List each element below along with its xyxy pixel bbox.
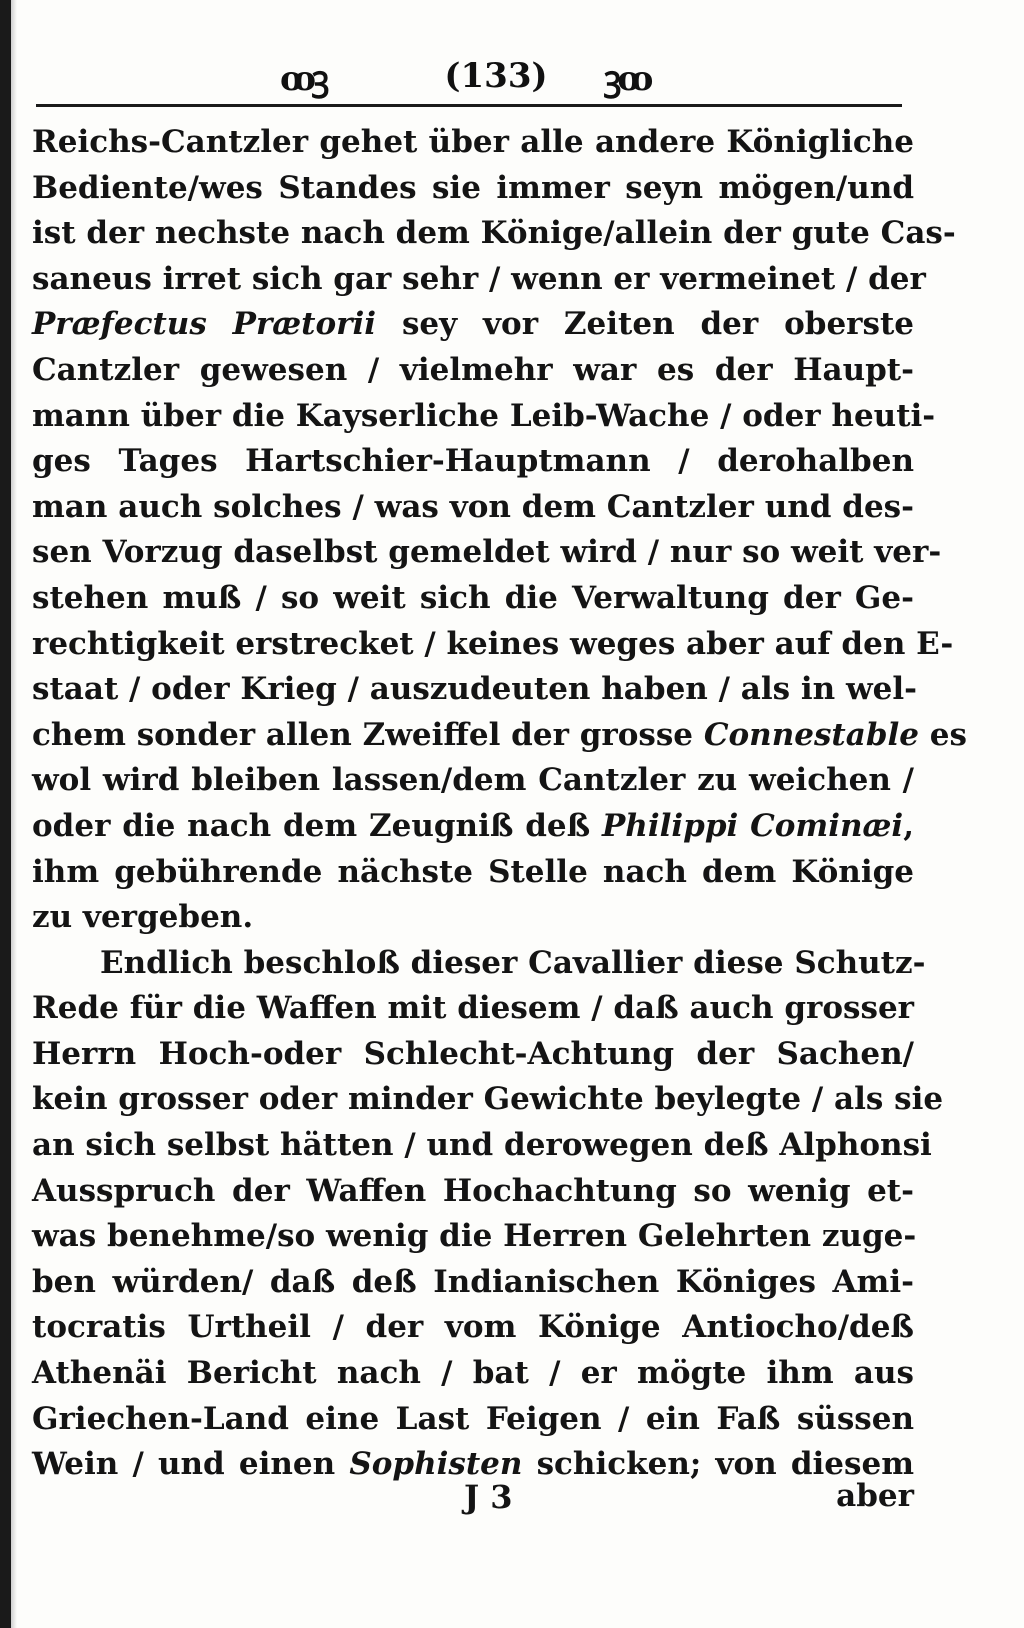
text-line: staat / oder Krieg / auszudeuten haben / als in wel-: [32, 671, 917, 708]
left-ornament: ꝏꝫ: [280, 59, 326, 99]
text-line: chem sonder allen Zweiffel der grosse Connestable es: [32, 716, 967, 753]
text-line: kein grosser oder minder Gewichte beylegte / als sie: [32, 1081, 944, 1118]
text-line: Rede für die Waffen mit diesem / daß auch grosser: [32, 990, 914, 1027]
text-line: rechtigkeit erstrecket / keines weges aber auf den E-: [32, 625, 954, 662]
text-line: ges Tages Hartschier-Hauptmann / derohalben: [32, 443, 914, 480]
body-text: [32, 120, 967, 1488]
page-footer: [32, 1478, 914, 1528]
signature-mark: J 3: [464, 1478, 513, 1516]
page-binding-edge: [0, 0, 11, 1628]
latin-term: Connestable: [703, 716, 919, 753]
text-line: saneus irret sich gar sehr / wenn er vermeinet / der: [32, 260, 926, 297]
text-line: Wein / und einen Sophisten schicken; von diesem: [32, 1446, 914, 1483]
text-line: ihm gebührende nächste Stelle nach dem Könige: [32, 853, 914, 890]
text-line: stehen muß / so weit sich die Verwaltung der Ge-: [32, 579, 914, 616]
text-line: mann über die Kayserliche Leib-Wache / oder heuti-: [32, 397, 936, 434]
paragraph-start-line: Endlich beschloß dieser Cavallier diese Schutz-: [100, 944, 926, 981]
catchword: aber: [836, 1478, 914, 1514]
text-line: Athenäi Bericht nach / bat / er mögte ihm aus: [32, 1355, 914, 1392]
text-line: Præfectus Prætorii sey vor Zeiten der oberste: [32, 306, 914, 343]
text-line: Ausspruch der Waffen Hochachtung so wenig et-: [32, 1172, 914, 1209]
text-line: Cantzler gewesen / vielmehr war es der Haupt-: [32, 351, 914, 388]
text-line: wol wird bleiben lassen/dem Cantzler zu weichen /: [32, 762, 914, 799]
text-line: an sich selbst hätten / und derowegen deß Alphonsi: [32, 1127, 932, 1164]
text-line: sen Vorzug daselbst gemeldet wird / nur so weit ver-: [32, 534, 942, 571]
latin-term: Philippi Cominæi: [601, 807, 904, 844]
text-line: was benehme/so wenig die Herren Gelehrten zuge-: [32, 1218, 917, 1255]
text-line: Bediente/wes Standes sie immer seyn mögen/und: [32, 169, 914, 206]
page-binding-shadow: [11, 0, 17, 1628]
text-line: Reichs-Cantzler gehet über alle andere Königliche: [32, 124, 914, 160]
right-ornament: ꝫꝏ: [604, 59, 650, 99]
text-line: Griechen-Land eine Last Feigen / ein Faß süssen: [32, 1400, 914, 1437]
text-line: oder die nach dem Zeugniß deß Philippi Cominæi,: [32, 807, 914, 844]
text-line: Herrn Hoch-oder Schlecht-Achtung der Sachen/: [32, 1035, 914, 1072]
text-line: ist der nechste nach dem Könige/allein der gute Cas-: [32, 215, 956, 252]
page-number: (133): [444, 56, 548, 96]
running-header: [36, 54, 902, 110]
latin-term: Sophisten: [349, 1446, 523, 1483]
text-line: zu vergeben.: [32, 899, 254, 936]
text-line: tocratis Urtheil / der vom Könige Antiocho/deß: [32, 1309, 914, 1346]
text-line: man auch solches / was von dem Cantzler und des-: [32, 488, 914, 525]
latin-term: Præfectus Prætorii: [32, 306, 377, 343]
header-rule: [36, 104, 902, 107]
text-line: ben würden/ daß deß Indianischen Königes Ami-: [32, 1263, 914, 1300]
